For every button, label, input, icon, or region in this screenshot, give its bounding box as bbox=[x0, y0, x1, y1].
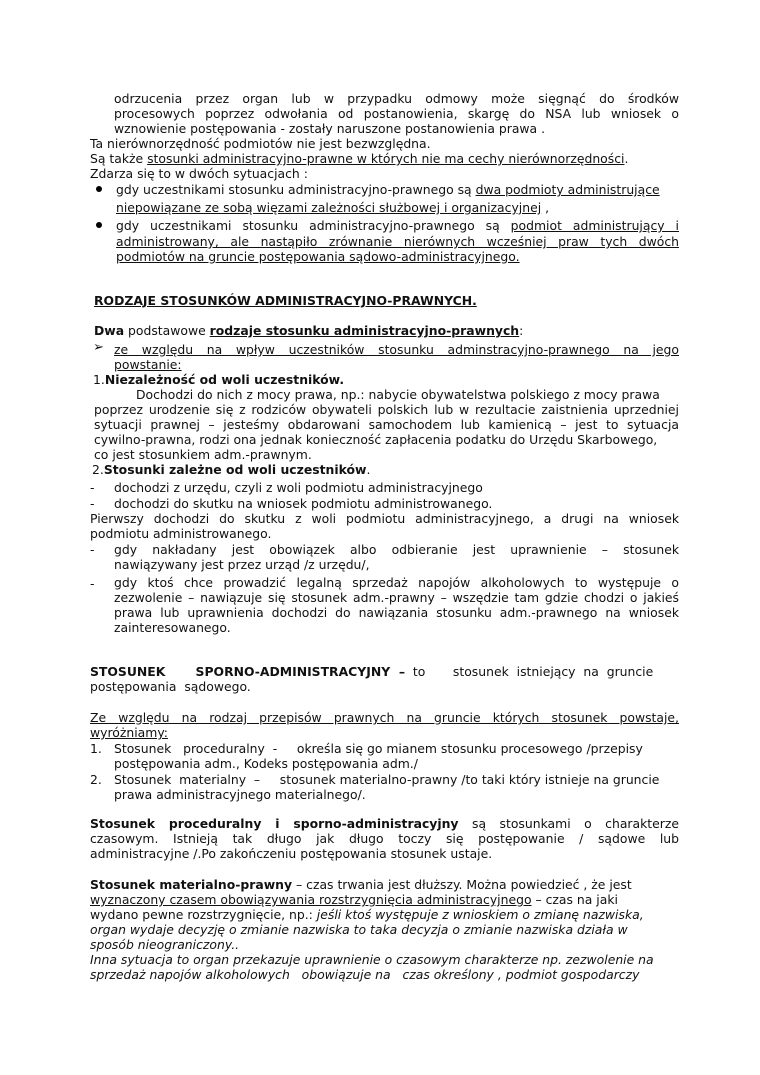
text-line: postępowania sądowego. bbox=[90, 679, 251, 694]
text-line: podmiotu administrowanego. bbox=[90, 526, 272, 541]
bold-text: STOSUNEK SPORNO-ADMINISTRACYJNY – bbox=[90, 664, 406, 679]
text-run: . bbox=[624, 151, 629, 166]
text-run: – czas na jaki bbox=[531, 892, 618, 907]
text-line: czasowym. Istnieją tak długo jak długo toczy się postępowanie / sądowe lub bbox=[90, 831, 679, 846]
bold-underlined-text: rodzaje stosunku administracyjno-prawnych bbox=[209, 323, 520, 338]
text-line: procesowych poprzez odwołania od postanowienia, skargę do NSA lub wniosek o bbox=[114, 106, 679, 121]
italic-text: jeśli ktoś występuje z wnioskiem o zmianę nazwiska, bbox=[316, 907, 644, 922]
text-run: : bbox=[519, 323, 524, 338]
text-line bbox=[90, 151, 679, 166]
text-run: są stosunkami o charakterze bbox=[458, 816, 679, 831]
text-line: wznowienie postępowania - zostały naruszone postanowienia prawa . bbox=[114, 121, 546, 136]
text-line bbox=[90, 907, 644, 922]
text-line: administrowany, ale nastąpiło zrównanie nierównych wcześniej praw tych dwóch bbox=[116, 234, 679, 249]
text-line: cywilno-prawna, rodzi ona jednak konieczność zapłacenia podatku do Urzędu Skarbowego, bbox=[94, 432, 658, 447]
dash-bullet: - bbox=[90, 542, 95, 557]
text-line: poprzez urodzenie się z rodziców obywateli polskich lub w rezultacie zaistnienia uprzedniej bbox=[94, 402, 679, 417]
text-run: podstawowe bbox=[124, 323, 210, 338]
underlined-text: podmiot administrujący i bbox=[510, 218, 679, 233]
list-number: 1. bbox=[90, 741, 102, 756]
text-line: Ze względu na rodzaj przepisów prawnych na gruncie których stosunek powstaje, bbox=[90, 710, 679, 725]
text-line: Zdarza się to w dwóch sytuacjach : bbox=[90, 166, 308, 181]
text-run: wydano pewne rozstrzygnięcie, np.: bbox=[90, 907, 317, 922]
text-line: odrzucenia przez organ lub w przypadku odmowy może sięgnąć do środków bbox=[114, 91, 679, 106]
text-run: – czas trwania jest dłuższy. Można powiedzieć , że jest bbox=[292, 877, 632, 892]
text-line bbox=[94, 323, 523, 338]
text-line: co jest stosunkiem adm.-prawnym. bbox=[94, 447, 312, 462]
underlined-text: dwa podmioty administrujące bbox=[475, 182, 660, 197]
dash-bullet: - bbox=[90, 576, 95, 591]
underlined-text: niepowiązane ze sobą więzami zależności służbowej i organizacyjnej bbox=[116, 200, 542, 215]
text-line: wyróżniamy: bbox=[90, 725, 168, 740]
list-number: 2. bbox=[90, 772, 102, 787]
text-run: . bbox=[366, 462, 371, 477]
text-line: prawa lub uprawnienia dochodzi do nawiązania stosunku adm.-prawnego na wniosek bbox=[114, 605, 679, 620]
bullet-icon bbox=[96, 186, 102, 192]
text-line bbox=[90, 877, 632, 892]
text-line: Ta nierównorzędność podmiotów nie jest bezwzględna. bbox=[90, 136, 431, 151]
text-line: gdy nakładany jest obowiązek albo odbieranie jest uprawnienie – stosunek bbox=[114, 542, 679, 557]
text-line: zainteresowanego. bbox=[114, 620, 231, 635]
text-line: Stosunek proceduralny - określa się go mianem stosunku procesowego /przepisy bbox=[114, 741, 643, 756]
text-line bbox=[93, 372, 344, 387]
list-number: 2. bbox=[92, 462, 104, 477]
section-heading: RODZAJE STOSUNKÓW ADMINISTRACYJNO-PRAWNYCH. bbox=[94, 293, 477, 308]
dash-bullet: - bbox=[90, 496, 95, 511]
text-line: Pierwszy dochodzi do skutku z woli podmiotu administracyjnego, a drugi na wniosek bbox=[90, 511, 679, 526]
text-line: administracyjne /.Po zakończeniu postępowania stosunek ustaje. bbox=[90, 846, 493, 861]
bold-text: Niezależność od woli uczestników. bbox=[104, 372, 345, 387]
text-run: Są także bbox=[90, 151, 148, 166]
underlined-text: stosunki administracyjno-prawne w których nie ma cechy nierównorzędności bbox=[147, 151, 625, 166]
bullet-icon bbox=[96, 222, 102, 228]
dash-bullet: - bbox=[90, 480, 95, 495]
text-run: gdy uczestnikami stosunku administracyjno-prawnego są bbox=[116, 182, 476, 197]
bold-text: Stosunki zależne od woli uczestników bbox=[103, 462, 367, 477]
text-line bbox=[90, 892, 618, 907]
text-line bbox=[92, 462, 370, 477]
text-line bbox=[116, 200, 549, 215]
arrow-bullet-icon: ➢ bbox=[93, 340, 104, 355]
bold-text: Stosunek proceduralny i sporno-administracyjny bbox=[90, 816, 459, 831]
text-line: podmiotów na gruncie postępowania sądowo-administracyjnego. bbox=[116, 249, 520, 264]
text-line bbox=[90, 816, 679, 831]
text-line: sytuacji prawnej – jesteśmy obdarowani samochodem lub kamienicą – jest to sytuacja bbox=[94, 417, 679, 432]
text-line: Stosunek materialny – stosunek materialno-prawny /to taki który istnieje na gruncie bbox=[114, 772, 660, 787]
text-run: to stosunek istniejący na gruncie bbox=[405, 664, 654, 679]
text-line: prawa administracyjnego materialnego/. bbox=[114, 787, 366, 802]
text-run: , bbox=[541, 200, 550, 215]
text-line: postępowania adm., Kodeks postępowania adm./ bbox=[114, 756, 418, 771]
text-line: dochodzi z urzędu, czyli z woli podmiotu administracyjnego bbox=[114, 480, 483, 495]
text-line: dochodzi do skutku na wniosek podmiotu administrowanego. bbox=[114, 496, 493, 511]
underlined-text: wyznaczony czasem obowiązywania rozstrzygnięcia administracyjnego bbox=[90, 892, 532, 907]
text-line: organ wydaje decyzję o zmianie nazwiska to taka decyzja o zmianie nazwiska działa w bbox=[90, 922, 628, 937]
text-line: gdy ktoś chce prowadzić legalną sprzedaż napojów alkoholowych to występuje o bbox=[114, 575, 679, 590]
text-line: Inna sytuacja to organ przekazuje uprawnienie o czasowym charakterze np. zezwolenie na bbox=[90, 952, 654, 967]
text-line: powstanie: bbox=[114, 357, 182, 372]
text-line: nawiązywany jest przez urząd /z urzędu/, bbox=[114, 557, 370, 572]
text-run: gdy uczestnikami stosunku administracyjno-prawnego są bbox=[116, 218, 511, 233]
list-number: 1. bbox=[93, 372, 105, 387]
text-line: ze względu na wpływ uczestników stosunku adminstracyjno-prawnego na jego bbox=[114, 342, 679, 357]
bold-text: Dwa bbox=[94, 323, 125, 338]
text-line bbox=[116, 218, 679, 233]
bold-text: Stosunek materialno-prawny bbox=[90, 877, 293, 892]
text-line: sprzedaż napojów alkoholowych obowiązuje na czas określony , podmiot gospodarczy bbox=[90, 967, 640, 982]
text-line: zezwolenie – nawiązuje się stosunek adm.-prawny – wszędzie tam gdzie chodzi o jakieś bbox=[114, 590, 679, 605]
text-line bbox=[116, 182, 660, 197]
text-line: Dochodzi do nich z mocy prawa, np.: nabycie obywatelstwa polskiego z mocy prawa bbox=[136, 387, 660, 402]
text-line: sposób nieograniczony.. bbox=[90, 937, 240, 952]
text-line bbox=[90, 664, 653, 679]
